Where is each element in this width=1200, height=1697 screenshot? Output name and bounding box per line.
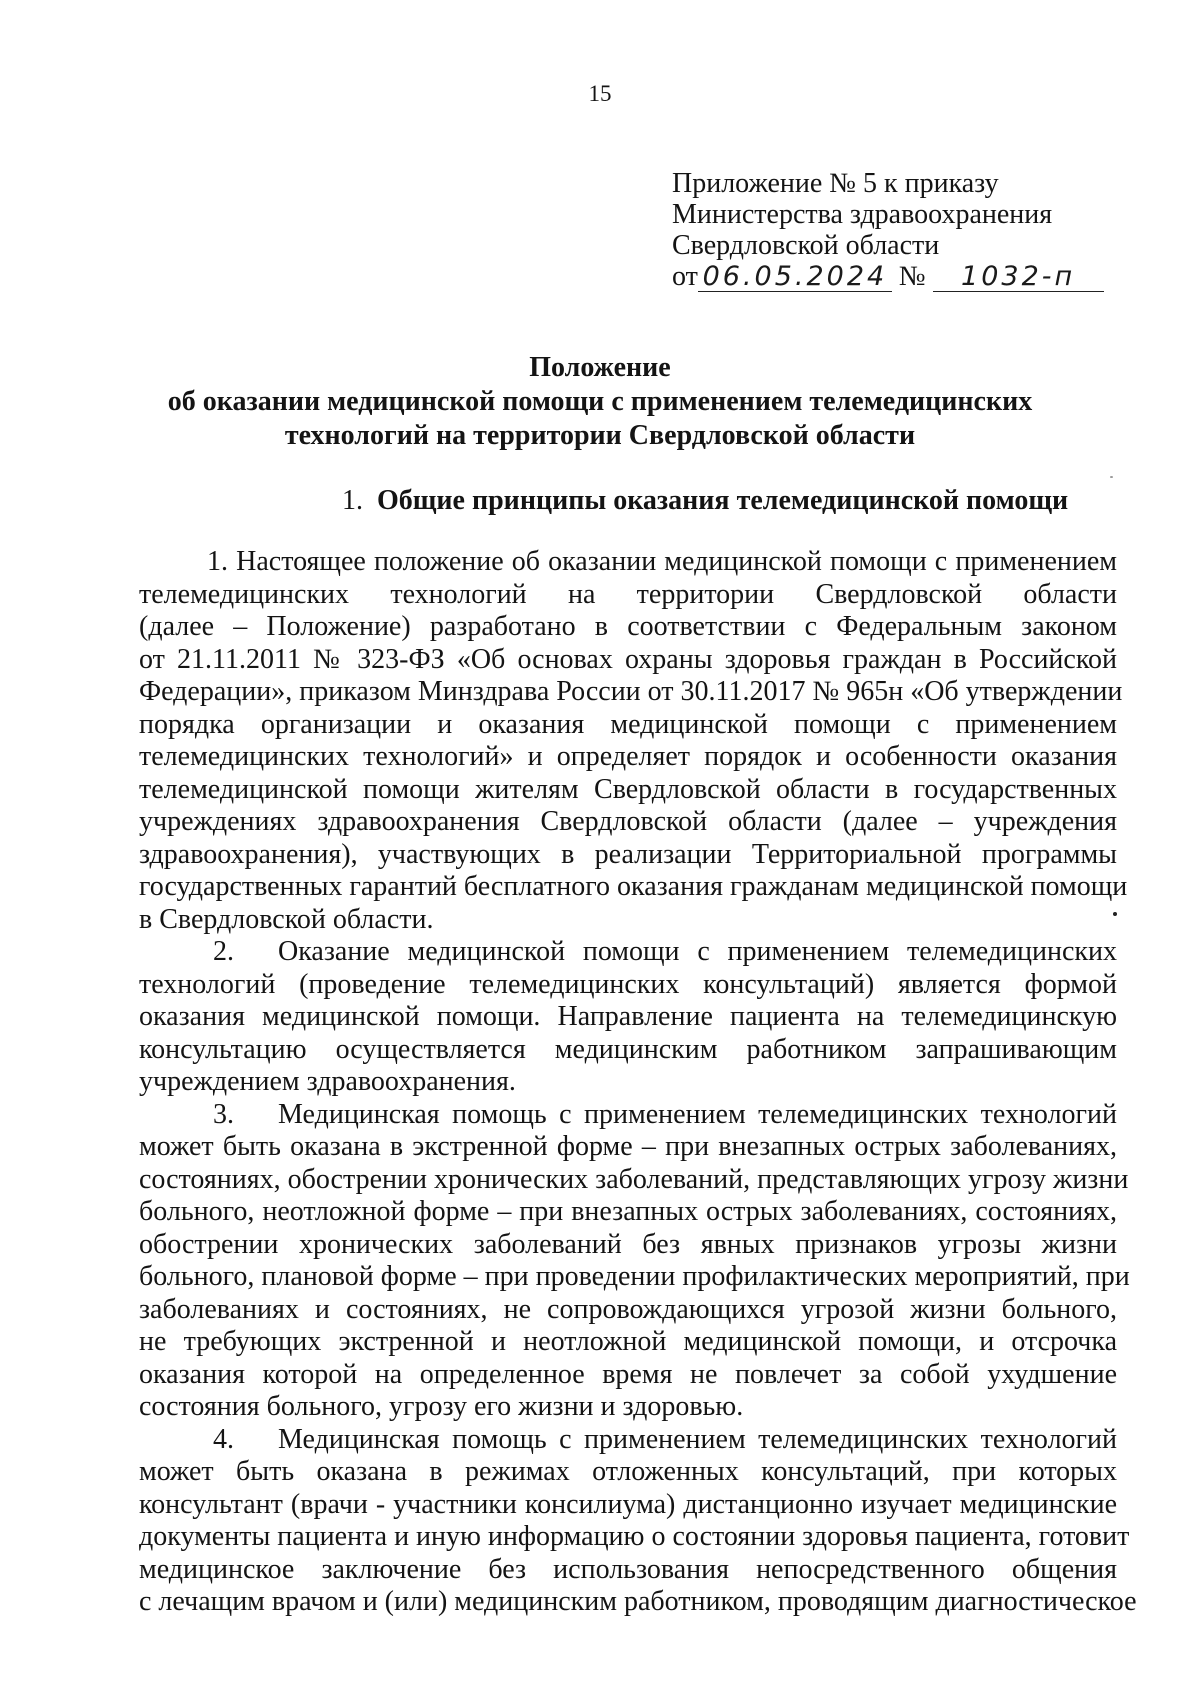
paragraph-line: 1. Настоящее положение об оказании медицинской помощи с применением <box>207 546 1117 577</box>
paragraph-line: обострении хронических заболеваний без явных признаков угрозы жизни <box>139 1228 1117 1260</box>
title-line: об оказании медицинской помощи с применением телемедицинских <box>167 386 1033 417</box>
paragraph-2 <box>139 936 1117 1099</box>
document-title <box>0 351 1200 453</box>
paragraph-line: здравоохранения), участвующих в реализации Территориальной программы <box>139 838 1117 870</box>
paragraph-line: может быть оказана в режимах отложенных консультаций, при которых <box>139 1456 1117 1487</box>
paragraph-line: больного, плановой форме – при проведении профилактических мероприятий, при <box>139 1261 1130 1292</box>
paragraph-line-text: Медицинская помощь с применением телемедицинских технологий <box>278 1423 1117 1455</box>
document-body <box>139 546 1137 1619</box>
paragraph-line <box>139 936 1117 969</box>
paragraph-4 <box>139 1423 1137 1619</box>
paragraph-line: учреждением здравоохранения. <box>139 1066 516 1097</box>
paragraph-line: состояниях, обострении хронических заболеваний, представляющих угрозу жизни <box>139 1163 1129 1195</box>
appendix-line: Свердловской области <box>672 230 940 261</box>
page-number: 15 <box>588 81 612 106</box>
paragraph-line: больного, неотложной форме – при внезапных острых заболеваниях, состояниях, <box>139 1196 1117 1227</box>
paragraph-number: 2. <box>213 936 234 967</box>
paragraph-line: оказания которой на определенное время не повлечет за собой ухудшение <box>139 1358 1117 1390</box>
paragraph-line <box>139 1424 1117 1457</box>
title-line: Положение <box>529 352 671 383</box>
paragraph-line: медицинское заключение без использования непосредственного общения <box>139 1553 1117 1585</box>
appendix-order-line <box>672 261 1104 292</box>
paragraph-line: оказания медицинской помощи. Направление пациента на телемедицинскую <box>139 1001 1117 1032</box>
number-label: № <box>898 261 926 292</box>
paragraph-line: учреждениях здравоохранения Свердловской области (далее – учреждения <box>139 806 1117 837</box>
appendix-line: Министерства здравоохранения <box>672 199 1053 230</box>
paragraph-line: заболеваниях и состояниях, не сопровождающихся угрозой жизни больного, <box>139 1293 1117 1325</box>
paragraph-line: консультацию осуществляется медицинским работником запрашивающим <box>139 1033 1117 1065</box>
paragraph-line: государственных гарантий бесплатного оказания гражданам медицинской помощи <box>139 871 1128 902</box>
paragraph-3 <box>139 1098 1130 1424</box>
paragraph-line: консультант (врачи - участники консилиума) дистанционно изучает медицинские <box>139 1488 1117 1520</box>
paragraph-line: не требующих экстренной и неотложной медицинской помощи, и отсрочка <box>139 1326 1117 1357</box>
handwritten-order-number: 1032-п <box>933 263 1104 292</box>
appendix-block <box>672 168 1104 292</box>
paragraph-line: состояния больного, угрозу его жизни и здоровью. <box>139 1391 744 1422</box>
paragraph-line: Федерации», приказом Минздрава России от 30.11.2017 № 965н «Об утверждении <box>139 676 1123 707</box>
paragraph-line: в Свердловской области. <box>139 903 434 935</box>
paragraph-line: может быть оказана в экстренной форме – при внезапных острых заболеваниях, <box>139 1131 1117 1162</box>
paragraph-number: 3. <box>213 1098 234 1130</box>
paragraph-1 <box>139 546 1128 936</box>
paragraph-line: технологий (проведение телемедицинских консультаций) является формой <box>139 968 1117 1000</box>
section-heading <box>342 485 1068 517</box>
paragraph-line: с лечащим врачом и (или) медицинским работником, проводящим диагностическое <box>139 1586 1137 1617</box>
paragraph-line: (далее – Положение) разработано в соответствии с Федеральным законом <box>139 611 1117 642</box>
paragraph-line: телемедицинских технологий» и определяет порядок и особенности оказания <box>139 741 1117 772</box>
scan-dot-mark <box>1113 912 1117 916</box>
title-line: технологий на территории Свердловской области <box>284 420 916 451</box>
paragraph-line: документы пациента и иную информацию о состоянии здоровья пациента, готовит <box>139 1521 1130 1552</box>
scan-dot-mark <box>1110 476 1113 478</box>
section-title: Общие принципы оказания телемедицинской помощи <box>377 485 1069 516</box>
handwritten-date: 06.05.2024 <box>698 263 892 292</box>
paragraph-line: от 21.11.2011 № 323-ФЗ «Об основах охраны здоровья граждан в Российской <box>139 643 1117 675</box>
section-number: 1. <box>342 485 363 516</box>
paragraph-line: порядка организации и оказания медицинской помощи с применением <box>139 708 1117 740</box>
from-label: от <box>672 261 698 292</box>
paragraph-line-text: Оказание медицинской помощи с применением телемедицинских <box>278 936 1117 967</box>
paragraph-line-text: Медицинская помощь с применением телемедицинских технологий <box>278 1098 1117 1130</box>
paragraph-line <box>139 1099 1117 1132</box>
paragraph-line: телемедицинской помощи жителям Свердловской области в государственных <box>139 773 1117 805</box>
paragraph-number: 4. <box>213 1423 234 1455</box>
paragraph-line: телемедицинских технологий на территории Свердловской области <box>139 578 1117 610</box>
appendix-line: Приложение № 5 к приказу <box>672 168 999 199</box>
